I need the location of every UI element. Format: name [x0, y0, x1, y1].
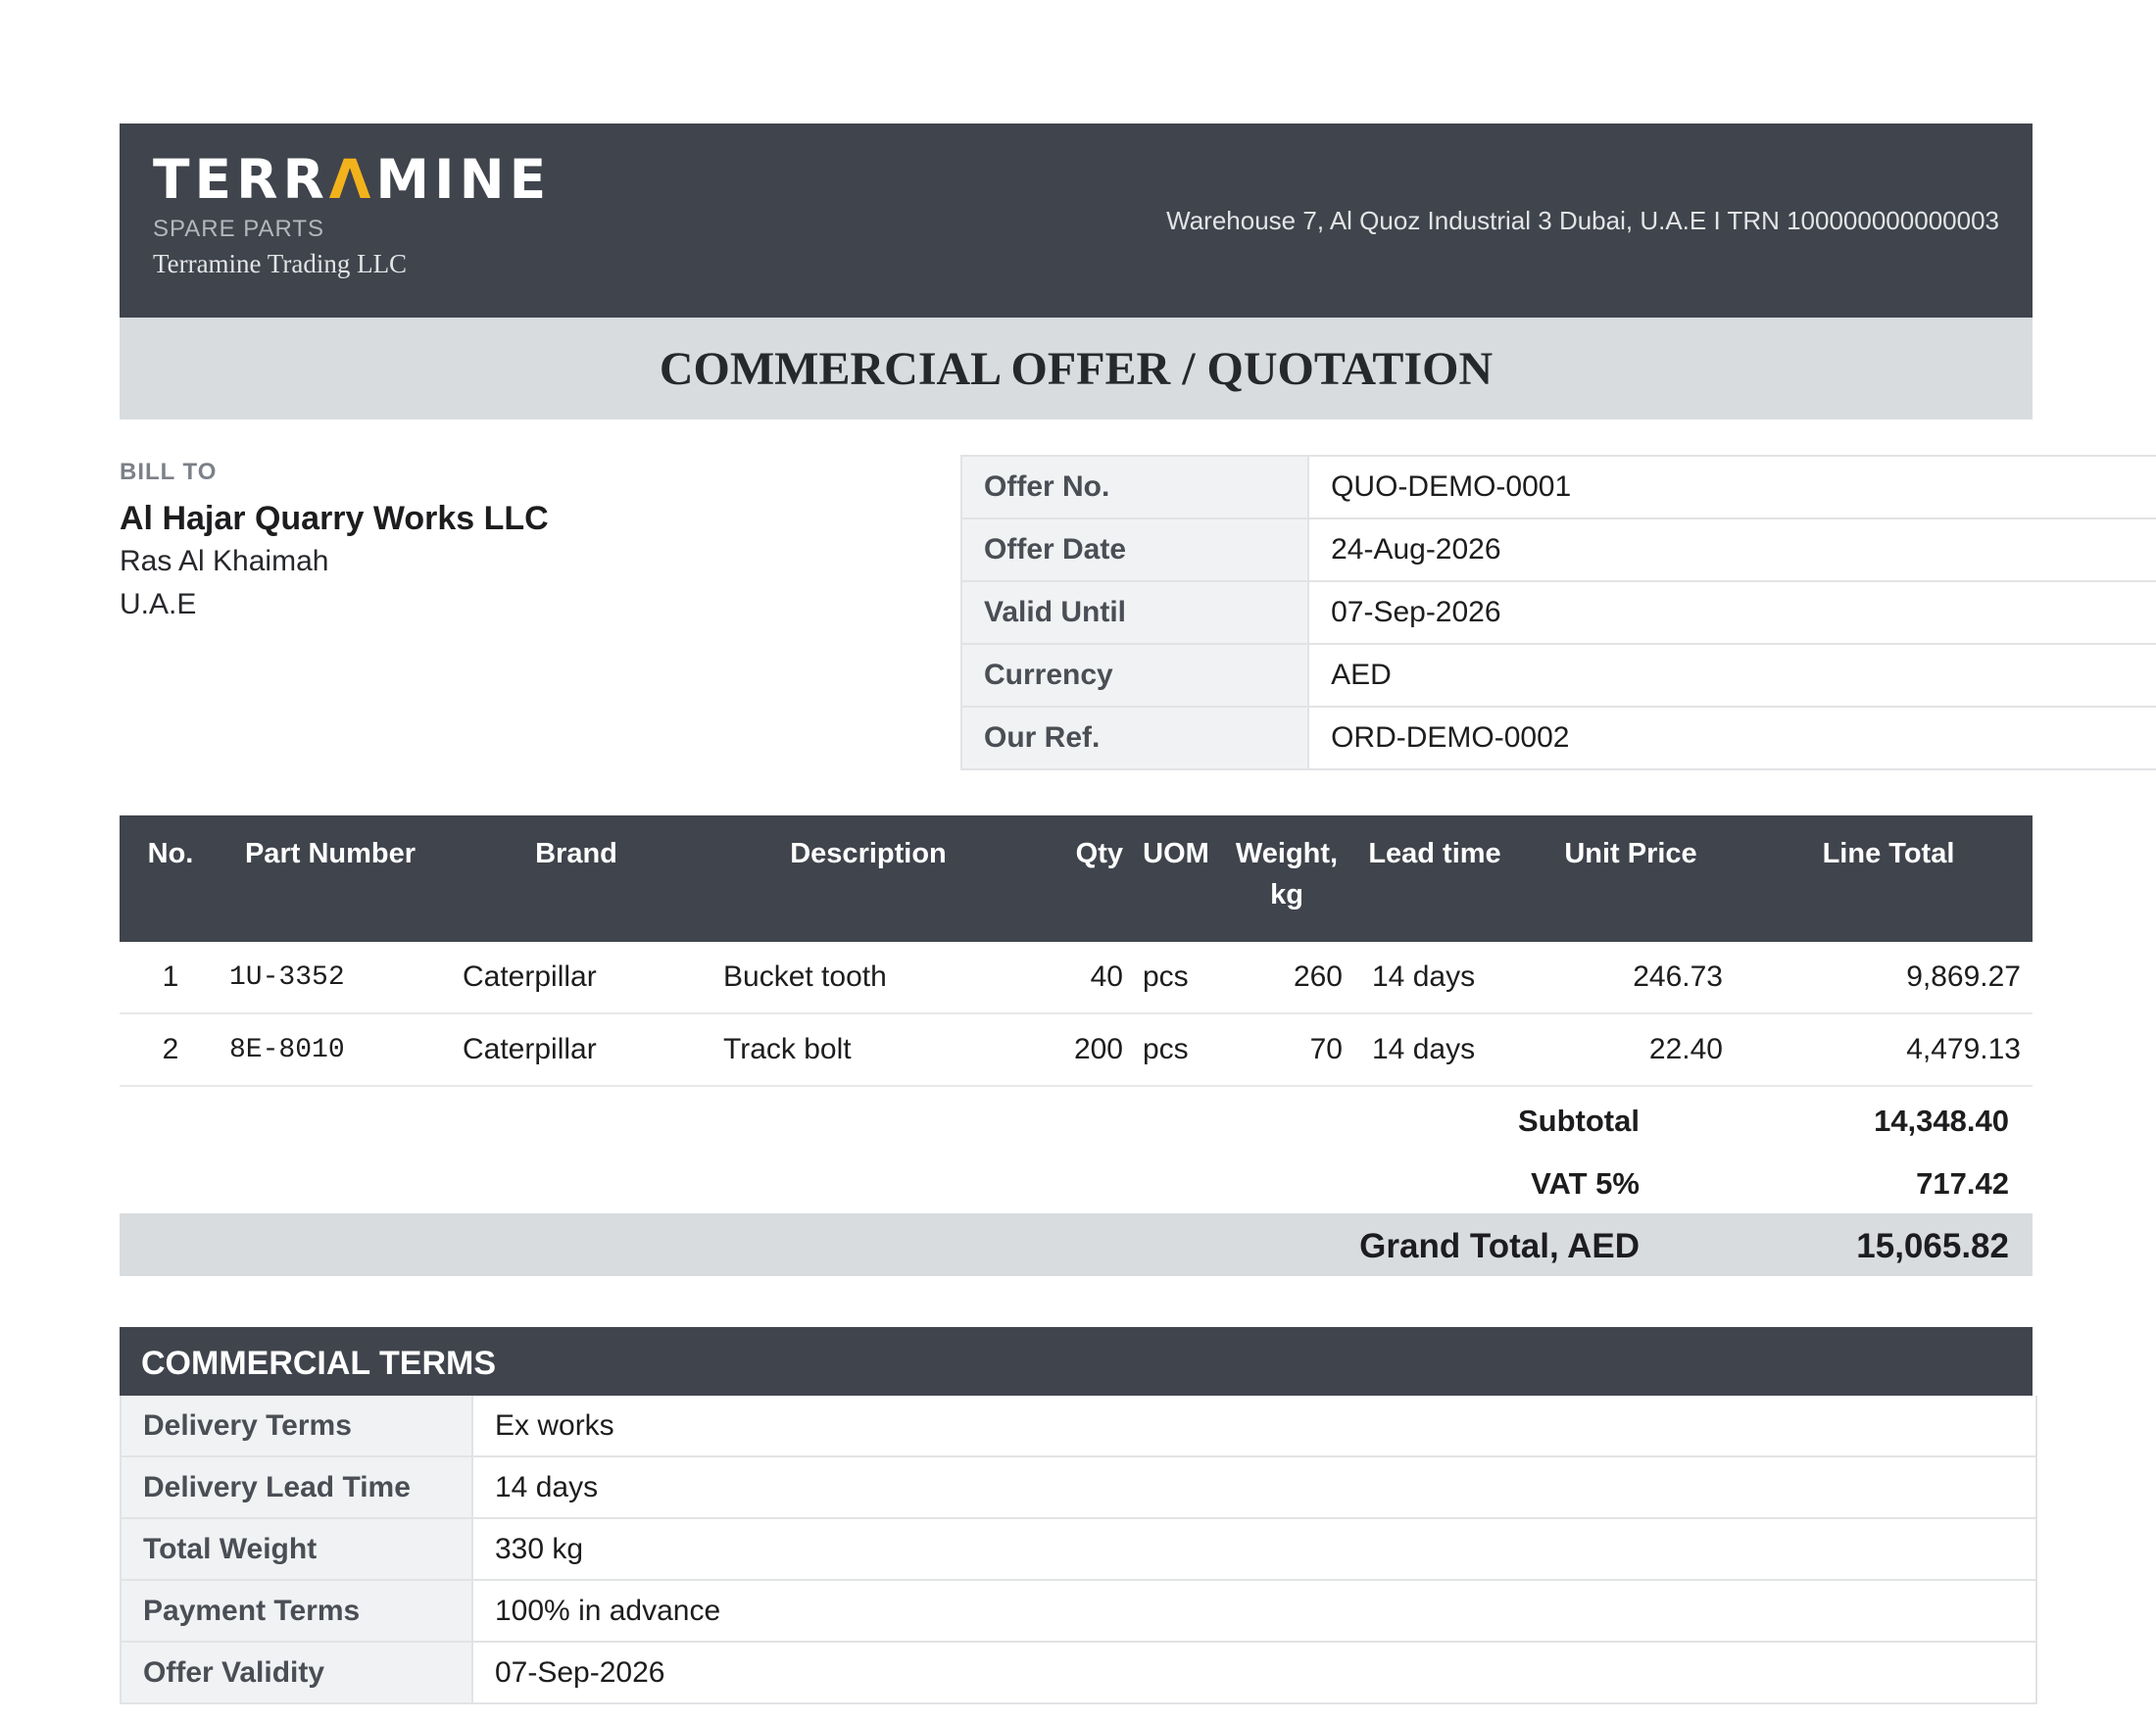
table-row — [120, 1013, 2033, 1086]
meta-value: ORD-DEMO-0002 — [1308, 707, 2156, 769]
meta-row — [961, 707, 2156, 769]
grand-total-bar — [120, 1213, 2033, 1276]
meta-label: Currency — [961, 644, 1308, 707]
terramine-logo — [153, 148, 552, 211]
terms-row — [121, 1642, 2036, 1703]
item-part-number: 8E-8010 — [221, 1013, 439, 1086]
meta-row — [961, 456, 2156, 518]
item-brand: Caterpillar — [439, 942, 713, 1013]
meta-value: 07-Sep-2026 — [1308, 581, 2156, 644]
title-bar — [120, 318, 2033, 419]
logo-text-end: MINE — [375, 148, 552, 211]
terms-value: 14 days — [472, 1456, 2036, 1518]
meta-value: QUO-DEMO-0001 — [1308, 456, 2156, 518]
item-unit-price: 22.40 — [1517, 1013, 1744, 1086]
meta-row — [961, 644, 2156, 707]
col-header-part-number: Part Number — [221, 815, 439, 942]
terms-value: 07-Sep-2026 — [472, 1642, 2036, 1703]
commercial-terms-title: COMMERCIAL TERMS — [141, 1345, 497, 1382]
terms-label: Total Weight — [121, 1518, 472, 1580]
item-brand: Caterpillar — [439, 1013, 713, 1086]
items-header-row — [120, 815, 2033, 942]
col-header-qty: Qty — [1023, 815, 1131, 942]
document-title: COMMERCIAL OFFER / QUOTATION — [659, 342, 1494, 395]
item-weight: 70 — [1221, 1013, 1352, 1086]
terms-row — [121, 1518, 2036, 1580]
vat-label: VAT 5% — [1531, 1166, 1640, 1201]
subtotal-value: 14,348.40 — [1874, 1104, 2009, 1138]
item-description: Track bolt — [713, 1013, 1023, 1086]
subtotal-label: Subtotal — [1518, 1104, 1640, 1138]
terms-label: Delivery Lead Time — [121, 1456, 472, 1518]
terms-label: Offer Validity — [121, 1642, 472, 1703]
bill-to-name: Al Hajar Quarry Works LLC — [120, 500, 549, 537]
meta-label: Valid Until — [961, 581, 1308, 644]
item-part-number: 1U-3352 — [221, 942, 439, 1013]
logo-text-start: TERR — [153, 148, 329, 211]
meta-row — [961, 581, 2156, 644]
table-row — [120, 942, 2033, 1013]
company-address: Warehouse 7, Al Quoz Industrial 3 Dubai, U.A.E I TRN 100000000000003 — [1166, 206, 1999, 235]
item-unit-price: 246.73 — [1517, 942, 1744, 1013]
commercial-terms-header — [120, 1327, 2033, 1396]
item-qty: 200 — [1023, 1013, 1131, 1086]
item-no: 2 — [120, 1013, 221, 1086]
meta-value: 24-Aug-2026 — [1308, 518, 2156, 581]
item-line-total: 4,479.13 — [1744, 1013, 2033, 1086]
item-description: Bucket tooth — [713, 942, 1023, 1013]
terms-row — [121, 1580, 2036, 1642]
grand-total-label: Grand Total, AED — [1359, 1227, 1640, 1265]
col-header-brand: Brand — [439, 815, 713, 942]
col-header-description: Description — [713, 815, 1023, 942]
terms-row — [121, 1396, 2036, 1456]
offer-meta-table — [960, 455, 2156, 770]
col-header-unit-price: Unit Price — [1517, 815, 1744, 942]
col-header-weight: Weight, kg — [1221, 815, 1352, 942]
col-header-lead-time: Lead time — [1352, 815, 1517, 942]
logo-subtitle: SPARE PARTS — [153, 216, 325, 242]
item-line-total: 9,869.27 — [1744, 942, 2033, 1013]
terms-value: 330 kg — [472, 1518, 2036, 1580]
meta-label: Our Ref. — [961, 707, 1308, 769]
bill-to-label: BILL TO — [120, 459, 218, 485]
logo-accent-a: Λ — [328, 148, 376, 211]
item-uom: pcs — [1131, 1013, 1221, 1086]
item-lead-time: 14 days — [1352, 1013, 1517, 1086]
bill-to-city: Ras Al Khaimah — [120, 545, 329, 577]
terms-value: 100% in advance — [472, 1580, 2036, 1642]
terms-label: Payment Terms — [121, 1580, 472, 1642]
col-header-line-total: Line Total — [1744, 815, 2033, 942]
col-header-uom: UOM — [1131, 815, 1221, 942]
meta-label: Offer Date — [961, 518, 1308, 581]
terms-value: Ex works — [472, 1396, 2036, 1456]
item-uom: pcs — [1131, 942, 1221, 1013]
item-weight: 260 — [1221, 942, 1352, 1013]
terms-row — [121, 1456, 2036, 1518]
meta-value: AED — [1308, 644, 2156, 707]
col-header-no: No. — [120, 815, 221, 942]
company-name: Terramine Trading LLC — [153, 249, 408, 278]
grand-total-value: 15,065.82 — [1856, 1227, 2009, 1265]
commercial-terms-table — [120, 1396, 2037, 1704]
header-band — [120, 123, 2033, 318]
meta-row — [961, 518, 2156, 581]
items-table — [120, 815, 2033, 1087]
item-no: 1 — [120, 942, 221, 1013]
bill-to-country: U.A.E — [120, 588, 197, 620]
vat-value: 717.42 — [1916, 1166, 2009, 1201]
meta-label: Offer No. — [961, 456, 1308, 518]
item-qty: 40 — [1023, 942, 1131, 1013]
item-lead-time: 14 days — [1352, 942, 1517, 1013]
terms-label: Delivery Terms — [121, 1396, 472, 1456]
